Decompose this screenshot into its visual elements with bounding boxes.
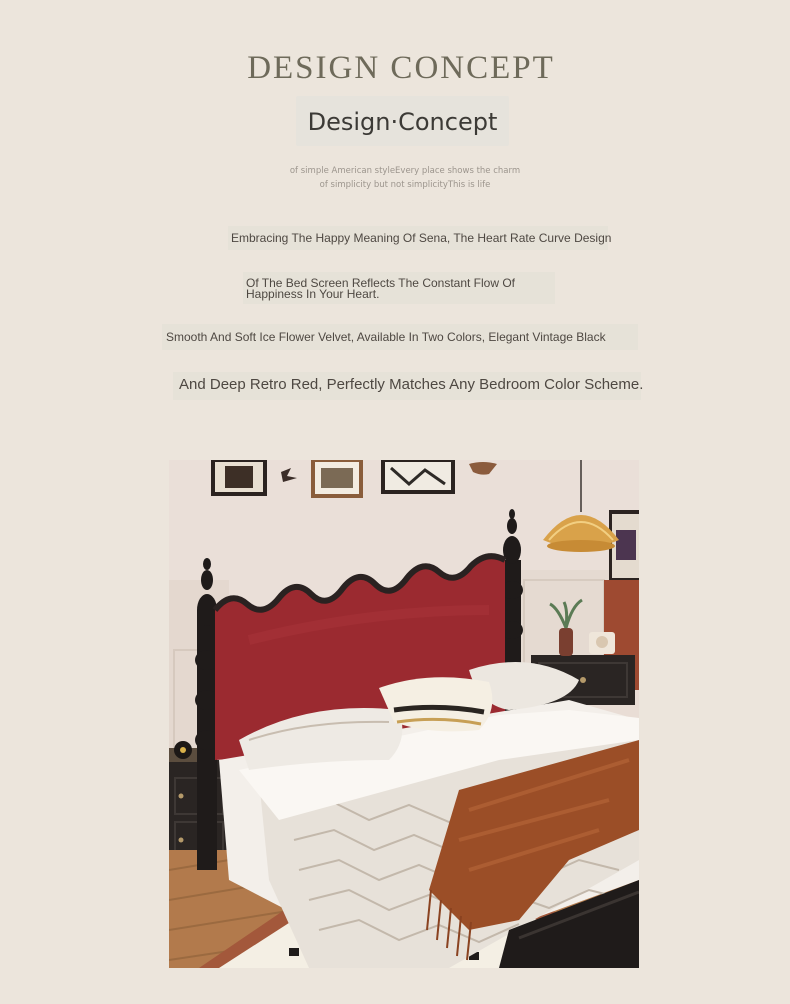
tagline-line-2: of simplicity but not simplicityThis is life [319, 180, 491, 190]
description-line-2b: Happiness In Your Heart. [246, 287, 380, 301]
page-subtitle: Design·Concept [307, 108, 498, 136]
tagline-line-1: of simple American styleEvery place shows the charm [289, 166, 521, 176]
description-line-3: Smooth And Soft Ice Flower Velvet, Available In Two Colors, Elegant Vintage Black [166, 330, 606, 344]
description-line-4: And Deep Retro Red, Perfectly Matches Any Bedroom Color Scheme. [179, 376, 644, 393]
page-title: DESIGN CONCEPT [247, 50, 555, 86]
description-line-2a: Of The Bed Screen Reflects The Constant Flow Of [246, 276, 516, 290]
description-line-1: Embracing The Happy Meaning Of Sena, The Heart Rate Curve Design [231, 231, 612, 245]
bedroom-product-photo [169, 460, 639, 968]
